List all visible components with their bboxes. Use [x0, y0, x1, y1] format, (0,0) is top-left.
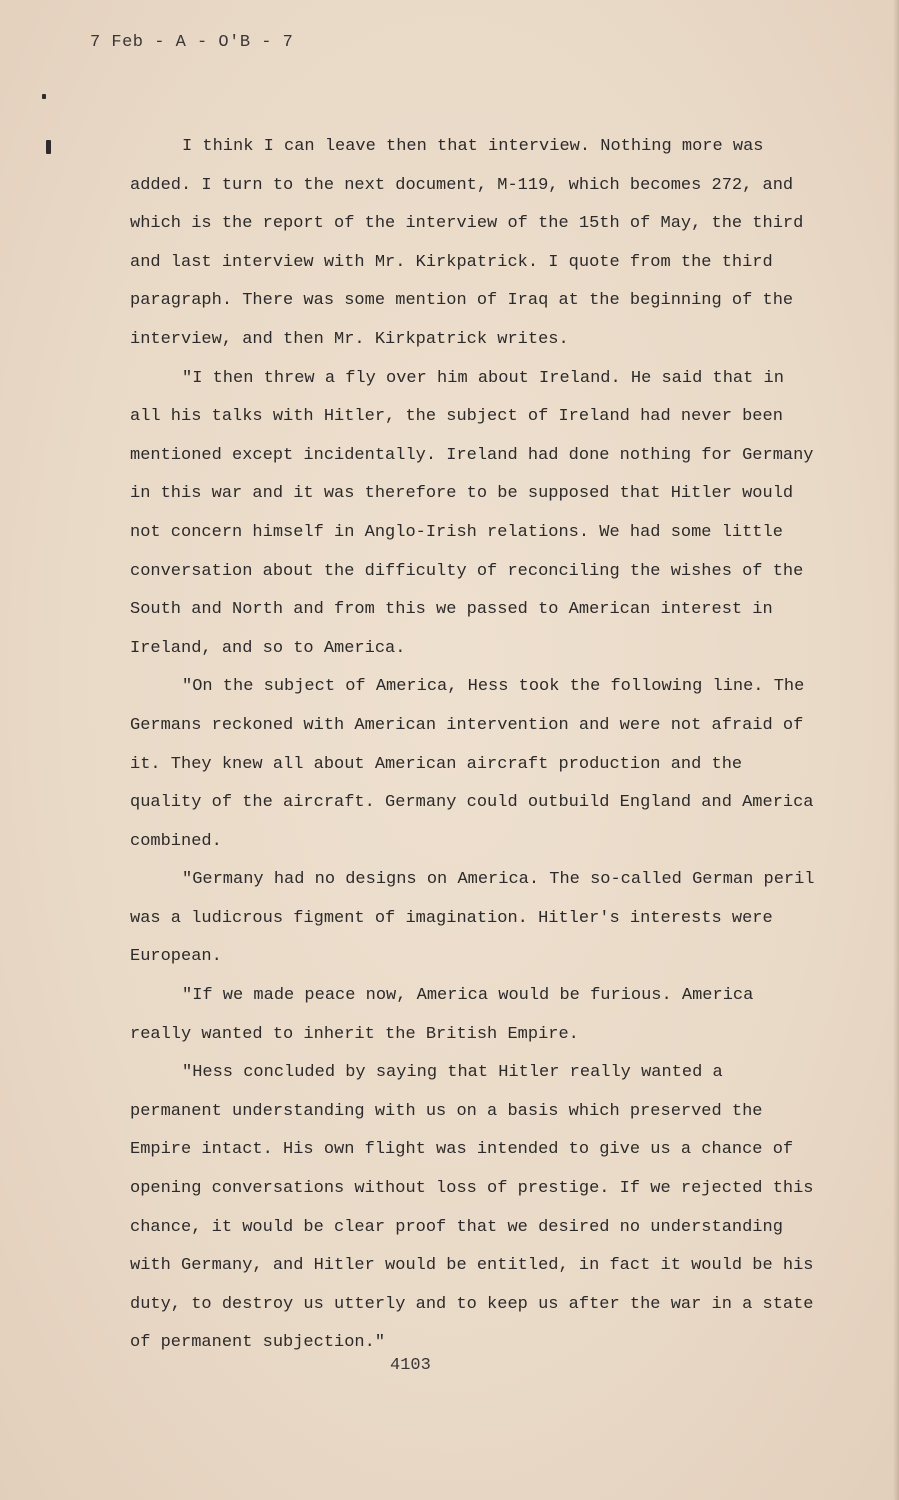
margin-mark: [46, 140, 51, 154]
paragraph: "Germany had no designs on America. The so-called German peril was a ludicrous figment of imagination. Hitler's interests were European.: [130, 870, 815, 967]
paragraph: "I then threw a fly over him about Ireland. He said that in all his talks with Hitler, the subject of Ireland had never been mentioned except incidentally. Ireland had done nothing for Germany in this war and it was therefore to be supposed that Hitler would not concern himself in Anglo-Irish relations. We had some little conversation about the difficulty of reconciling the wishes of the South and North and from this we passed to American interest in Ireland, and so to America.: [130, 368, 814, 658]
page-number: 4103: [390, 1356, 431, 1375]
paragraph: "Hess concluded by saying that Hitler really wanted a permanent understanding with us on a basis which preserved the Empire intact. His own flight was intended to give us a chance of opening conversations without loss of prestige. If we rejected this chance, it would be clear proof that we desired no understanding with Germany, and Hitler would be entitled, in fact it would be his duty, to destroy us utterly and to keep us after the war in a state of permanent subjection.": [130, 1063, 814, 1353]
paragraph: "On the subject of America, Hess took the following line. The Germans reckoned with American intervention and were not afraid of it. They knew all about American aircraft production and the quality of the aircraft. Germany could outbuild England and America combined.: [130, 677, 814, 851]
paragraph: "If we made peace now, America would be furious. America really wanted to inherit the British Empire.: [130, 986, 754, 1044]
transcript-body: [130, 128, 820, 1363]
paragraph: I think I can leave then that interview. Nothing more was added. I turn to the next document, M-119, which becomes 272, and which is the report of the interview of the 15th of May, the third and last interview with Mr. Kirkpatrick. I quote from the third paragraph. There was some mention of Iraq at the beginning of the interview, and then Mr. Kirkpatrick writes.: [130, 137, 804, 349]
margin-mark: [42, 94, 46, 99]
page-header-reference: 7 Feb - A - O'B - 7: [90, 33, 294, 52]
